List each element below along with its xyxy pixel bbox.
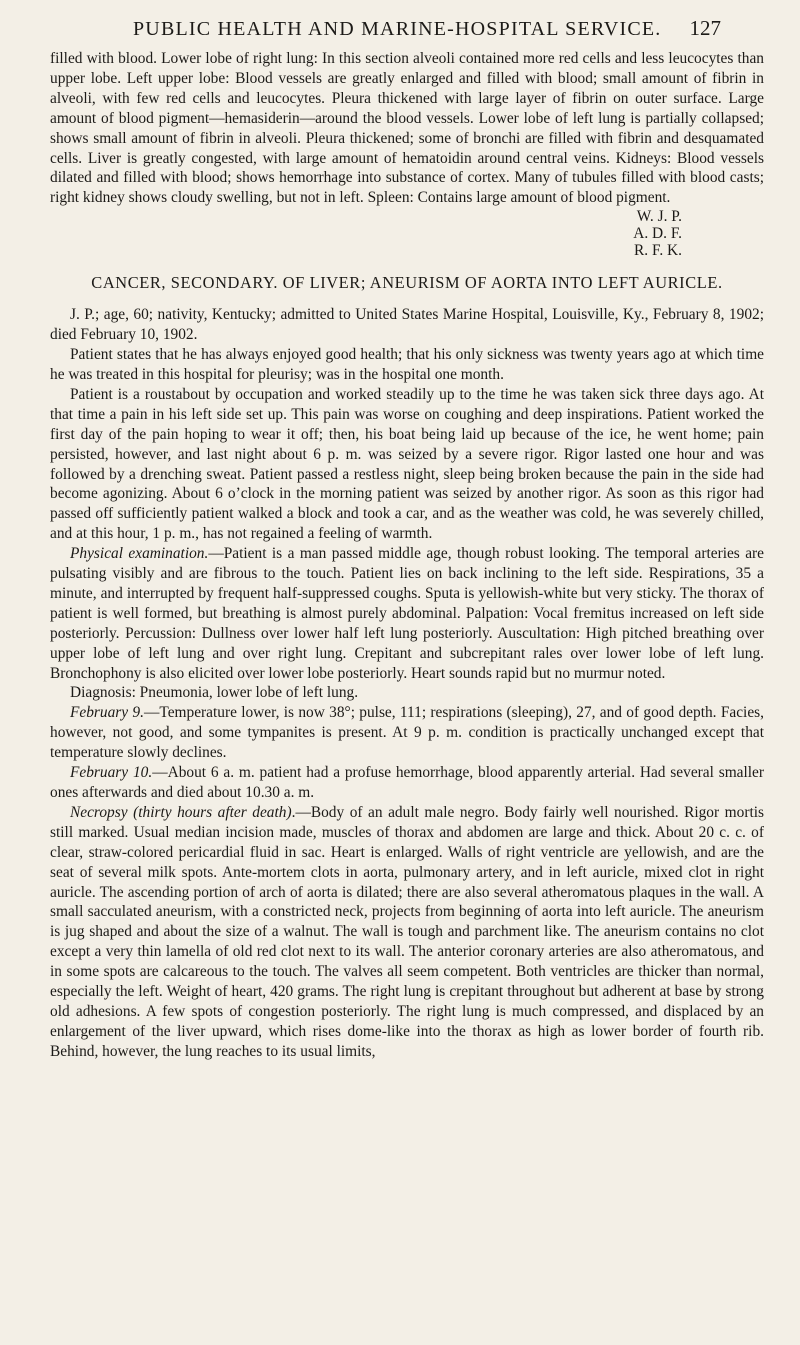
running-header [90, 16, 764, 41]
paragraph-lead: Necropsy [70, 803, 128, 821]
paragraph-body: —Temperature lower, is now 38°; pulse, 111; respirations (sleeping), 27, and of good depth. Facies, however, not good, and some tympanites is present. At 9 p. m. condition is practically unchanged except that temperature slowly declines. [50, 704, 764, 762]
page-number: 127 [689, 16, 721, 40]
paragraph-lead-aside: (thirty hours after death) [133, 803, 292, 821]
case-paragraph: Patient is a roustabout by occupation and worked steadily up to the time he was taken sick three days ago. At that time a pain in his left side set up. This pain was worse on coughing and deep inspirations. Patient worked the first day of the pain hoping to wear it off; then, his boat being laid up because of the ice, he went home; pain persisted, however, and last night about 6 p. m. was seized by a severe rigor. Rigor lasted one hour and was followed by a drenching sweat. Patient passed a restless night, sleep being broken because the pain in the side had become agonizing. About 6 o’clock in the morning patient was seized by another rigor. As soon as this rigor had passed off sufficiently patient walked a block and took a car, and as the weather was cold, he was severely chilled, and at this hour, 1 p. m., has not regained a feeling of warmth. [50, 385, 764, 543]
case-paragraph: Diagnosis: Pneumonia, lower lobe of left lung. [70, 684, 359, 702]
case-paragraph: Patient states that he has always enjoyed good health; that his only sickness was twenty years ago at which time he was treated in this hospital for pleurisy; was in the hospital one month. [50, 346, 764, 383]
paragraph-body: .—Body of an adult male negro. Body fairly well nourished. Rigor mortis still marked. Usual median incision made, muscles of thorax and abdomen are large and thick. About 20 c. c. of clear, straw-colored pericardial fluid in sac. Heart is enlarged. Walls of right ventricle are yellowish, and are the seat of several milk spots. Ante-mortem clots in aorta, pulmonary artery, and in left auricle, mixed clot in right auricle. The ascending portion of arch of aorta is dilated; there are also several atheromatous plaques in the wall. A small sacculated aneurism, with a constricted neck, projects from beginning of aorta into left auricle. The aneurism is jug shaped and about the size of a walnut. The wall is tough and parchment like. The aneurism contains no clot except a very thin lamella of old red clot next to its wall. The anterior coronary arteries are also atheromatous, and in some spots are calcareous to the touch. The valves all seem competent. Both ventricles are thicker than normal, especially the left. Weight of heart, 420 grams. The right lung is crepitant throughout but adherent at base by strong old adhesions. A few spots of congestion posteriorly. The right lung is much compressed, and displaced by an enlargement of the liver upward, which rises dome-like into the thorax as high as lower border of fourth rib. Behind, however, the lung reaches to its usual limits, [50, 803, 764, 1060]
paragraph-body: —Patient is a man passed middle age, though robust looking. The temporal arteries are pulsating visibly and are fibrous to the touch. Patient lies on back inclining to the left side. Respirations, 35 a minute, and interrupted by frequent half-suppressed coughs. Sputa is yellowish-white but very sticky. The thorax of patient is well formed, but breathing is almost purely abdominal. Palpation: Vocal fremitus increased on left side posteriorly. Percussion: Dullness over lower half left lung posteriorly. Auscultation: High pitched breathing over upper lobe of left lung and over right lung. Crepitant and subcrepitant rales over lower lobe of left lung. Bronchophony is also elicited over lower lobe posteriorly. Heart sounds rapid but no murmur noted. [50, 545, 764, 682]
case-paragraph [50, 803, 764, 1062]
case-paragraph [50, 703, 764, 763]
case-paragraph: J. P.; age, 60; nativity, Kentucky; admitted to United States Marine Hospital, Louisville, Ky., February 8, 1902; died February 10, 1902. [50, 306, 764, 344]
intro-paragraph: filled with blood. Lower lobe of right lung: In this section alveoli contained more red cells and less leucocytes than upper lobe. Left upper lobe: Blood vessels are greatly enlarged and filled with blood; small amount of fibrin in alveoli, with few red cells and leucocytes. Pleura thickened with large layer of fibrin on outer surface. Large amount of blood pigment—hemasiderin—around the blood vessels. Lower lobe of left lung is partially collapsed; shows small amount of fibrin in alveoli. Pleura thickened; some of bronchi are filled with fibrin and desquamated cells. Liver is greatly congested, with large amount of hematoidin around central veins. Kidneys: Blood vessels dilated and filled with blood; shows hemorrhage into substance of cortex. Many of tubules filled with blood casts; right kidney shows cloudy swelling, but not in left. Spleen: Contains large amount of blood pigment. [50, 50, 764, 207]
section-heading: CANCER, SECONDARY. OF LIVER; ANEURISM OF AORTA INTO LEFT AURICLE. [91, 273, 723, 293]
paragraph-lead: Physical examination. [70, 545, 209, 563]
signature-initials: R. F. K. [634, 242, 682, 260]
header-title: PUBLIC HEALTH AND MARINE-HOSPITAL SERVICE. [132, 18, 662, 40]
paragraph-lead: February 10. [70, 764, 153, 782]
signature-block [50, 208, 764, 259]
case-paragraph [50, 544, 764, 683]
paragraph-body: —About 6 a. m. patient had a profuse hemorrhage, blood apparently arterial. Had several smaller ones afterwards and died about 10.30 a. m. [50, 764, 765, 801]
paragraph-lead: February 9. [70, 704, 144, 722]
signature-initials: W. J. P. [636, 208, 682, 226]
case-paragraph [50, 763, 764, 803]
signature-initials: A. D. F. [633, 225, 682, 243]
